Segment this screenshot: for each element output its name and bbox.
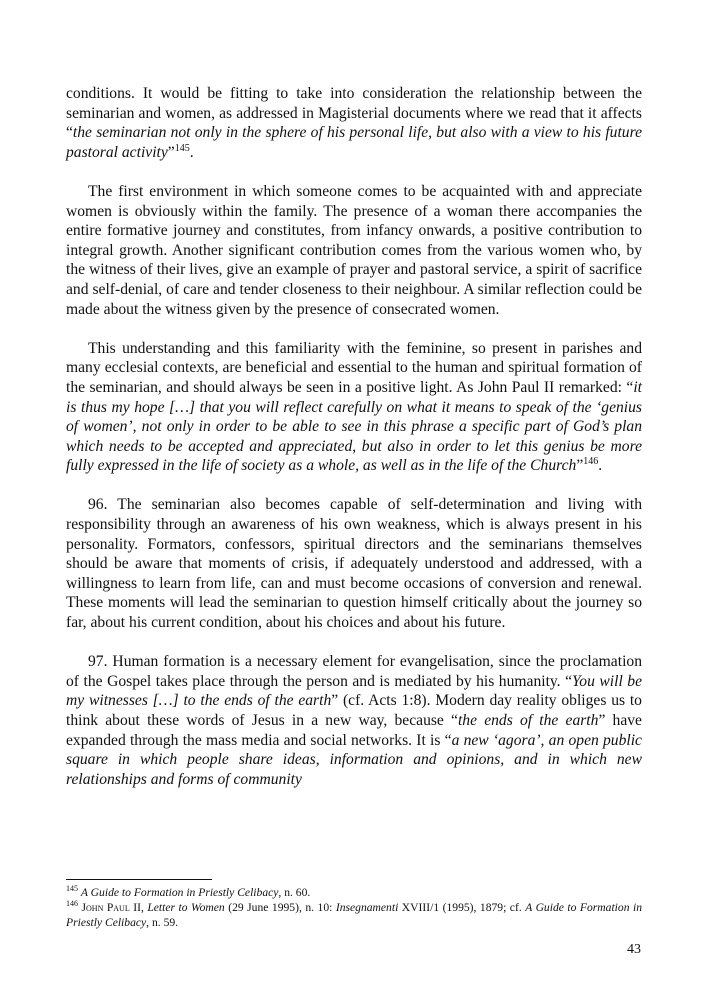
footnote-text: (29 June 1995), n. 10: (224, 901, 336, 914)
footnote-ref-145[interactable]: 145 (174, 142, 190, 154)
citation-title: Insegnamenti (335, 901, 399, 914)
paragraph-continuation (66, 84, 642, 162)
paragraph-family: The first environment in which someone comes to be acquainted with and appreciate women is obviously within the family. The presence of a woman there accompanies the entire formative journey and constitutes, from infancy onwards, a positive contribution to integral growth. Another significant contribution comes from the various women who, by the witness of their lives, give an example of prayer and pastoral service, a spirit of sacrifice and self-denial, of care and tender closeness to their neighbour. A similar reflection could be made about the witness given by the presence of consecrated women. (66, 182, 642, 318)
paragraph-text: ” have expanded through the mass media and social networks. It is “ (66, 712, 642, 749)
paragraph-text: ” (576, 457, 584, 475)
footnote-text: , n. 60. (278, 886, 311, 899)
paragraph-text: conditions. It would be fitting to take into consideration the relationship between the seminarian and women, as addressed in Magisterial documents where we read that it affects “ (66, 85, 642, 142)
quotation: the ends of the earth (457, 712, 599, 729)
paragraph-text: 97. Human formation is a necessary element for evangelisation, since the proclamation of the Gospel takes place through the person and is mediated by his humanity. “ (66, 653, 642, 690)
document-body (66, 84, 642, 809)
footnotes (66, 885, 642, 930)
footnote-number: 146 (66, 899, 78, 909)
paragraph-text: This understanding and this familiarity with the feminine, so present in parishes and many ecclesial contexts, are beneficial and essential to the human and spiritual formation of the seminarian, and should always be seen in a positive light. As John Paul II remarked: “ (66, 339, 642, 396)
quotation: a new ‘agora’, an open public square in which people share ideas, information and opinions, and in which new relationships and forms of community (66, 731, 642, 788)
paragraph-96: 96. The seminarian also becomes capable of self-determination and living with responsibility through an awareness of his own weakness, which is always present in his personality. Formators, confessors, spiritual directors and the seminarians themselves should be aware that moments of crisis, if adequately understood and addressed, with a willingness to learn from life, can and must become occasions of conversion and renewal. These moments will lead the seminarian to question himself critically about the journey so far, about his current condition, about his choices and about his future. (66, 496, 642, 632)
footnote-number: 145 (66, 884, 78, 894)
footnote-text: XVIII/1 (1995), 1879; cf. (398, 901, 526, 914)
citation-title: Letter to Women (147, 901, 225, 914)
citation-title: A Guide to Formation in Priestly Celibacy (80, 886, 279, 899)
paragraph-text: ” (167, 143, 175, 161)
footnote-146 (66, 900, 642, 930)
quotation: it is thus my hope […] that you will reflect carefully on what it means to speak of the ‘genius of women’, not only in order to be able to see in this phrase a specific part of God’s plan which needs to be accepted and appreciated, but also in order to let this genius be more fully expressed in the life of society as a whole, as well as in the life of the Church (66, 378, 642, 475)
footnote-text: , n. 59. (146, 916, 179, 929)
citation-title: A Guide to Formation in Priestly Celibacy (66, 901, 642, 929)
quotation: You will be my witnesses […] to the ends of the earth (66, 672, 643, 710)
paragraph-text: ” (cf. Acts 1:8). Modern day reality obliges us to think about these words of Jesus in a new way, because “ (66, 692, 642, 729)
paragraph-text: . (189, 143, 194, 161)
paragraph-text: . (598, 457, 603, 475)
footnote-divider (66, 879, 212, 880)
page-number: 43 (627, 942, 641, 957)
paragraph-feminine (66, 339, 642, 476)
footnote-145 (66, 885, 642, 900)
footnote-ref-146[interactable]: 146 (583, 456, 599, 468)
citation-author: John Paul II (81, 901, 141, 914)
quotation: the seminarian not only in the sphere of his personal life, but also with a view to his future pastoral activity (66, 124, 642, 161)
footnote-text: , (140, 901, 148, 914)
paragraph-97 (66, 652, 642, 789)
